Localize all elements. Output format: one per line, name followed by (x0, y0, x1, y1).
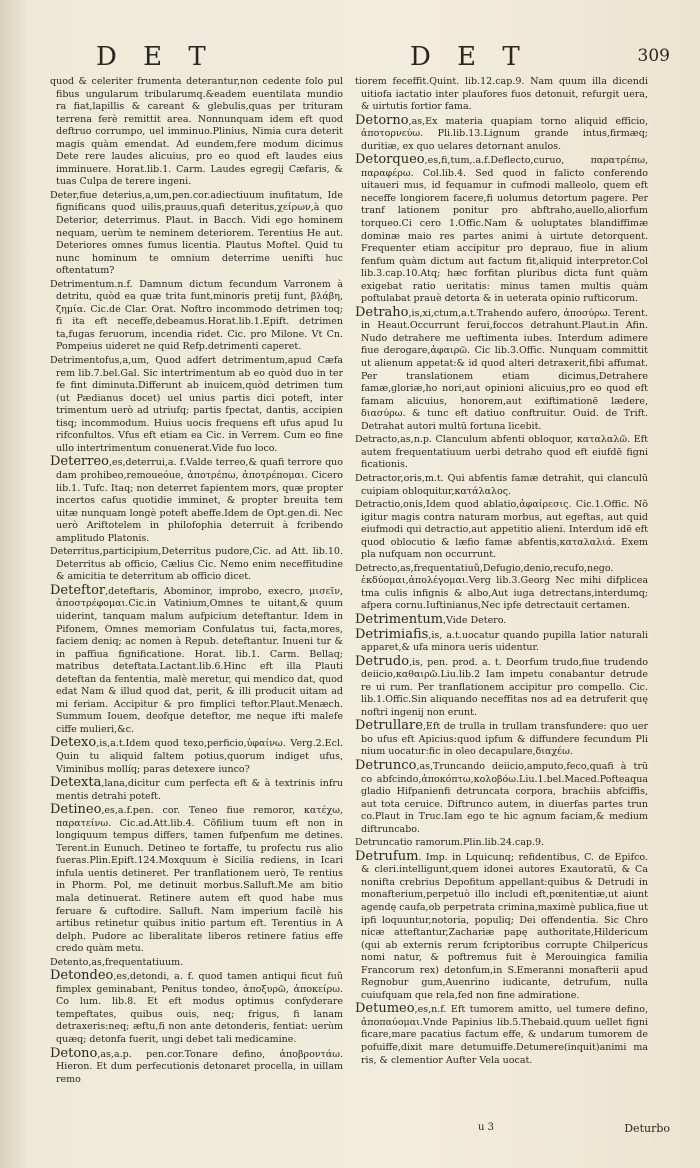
page-footer (380, 1122, 670, 1142)
entry-text: quod & celeriter frumenta deterantur,non cedente folo pul fibus ungularum tribularumq.&eadem euentilata mundio ra fiat,lapillis & careant & glebulis,quas per trituram terrena ferè remittit area. Nonnunquam idem eft quod deftruo corrumpo, uel imminuo.Plinius, Nimia cura deterit magis quàm emendat. Ad eundem,fere modum dicimus Dete rere laudes alicuius, pro eo quod eft laudes eius imminuere. Horat.lib.1. Carm. Laudes egregij Cæfaris, & tuas Culpa de terere ingeni. (50, 76, 343, 188)
right-column (355, 76, 648, 1116)
entry-headword: Detexta (50, 775, 102, 791)
dictionary-entry (355, 848, 648, 1003)
dictionary-entry (355, 757, 648, 836)
entry-text: Deter,fiue deterius,a,um,pen.cor.adiectiuum inufitatum, Ide fignificans quod uilis,prauus,quafi deteritus,χείρων,à quo Deterior, deterrimus. Plaut. in Bacch. Vidi ego hominem nequam, uerùm te neminem deteriorem. Terentius He aut. Deteriores omnes fumus licentia. Plautus Moftel. Quid tu nunc hominum te omnium deterrime uenifti huc oftentatum? (50, 189, 343, 277)
entry-headword: Deterreo (50, 454, 109, 470)
header-left-word: D E T (96, 42, 215, 72)
entry-text: ,es,fi,tum,.a.f.Deflecto,curuo, παρατρέπω, παραφέρω. Col.lib.4. Sed quod in falicto conferendo uitaueri mus, id fequamur in cufmodi malleolo, quem eft neceffe longiorem facere,fi uolumus detortum pagere. Per tranf lationem ponitur pro abftraho,auello,aliorfum torqueo.Ci cero 1.Offic.Nam & uoluptates blandiffimæ dominæ maio res partes animi à uirtute detorquent. Frequenter etiam accipitur pro deprauo, fiue in alium fenfum quàm dictum aut factum fit,aliquid interpretor.Col lib.3.cap.10.Atq; hæc forfitan pluribus dicta funt quàm exigebat ratio ueritatis: minus tamen multis quàm poftulabat prauè detorta & in ueterata opinio rufticorum. (361, 155, 648, 305)
dictionary-entry (50, 1045, 343, 1087)
entry-headword: Detrufum (355, 848, 419, 864)
dictionary-entry (50, 76, 343, 189)
entry-text: ,Vide Detero. (443, 614, 507, 626)
dictionary-entry (355, 1003, 648, 1067)
entry-headword: Detondeo (50, 968, 114, 984)
entry-headword: Deteftor (50, 582, 106, 598)
entry-text: Detrimentum.n.f. Damnum dictum fecundum Varronem à detritu, quòd ea quæ trita funt,minoris pretij funt, βλάβη, ζημία. Cic.de Clar. Orat. Noftro incommodo detrimen toq; fi ita eft neceffe,debeamus.Horat.lib.1.Epift. detrimen ta,fugas feruorum, incendia ridet. Cic. pro Milone. Vt Cn. Pompeius uideret ne quid Refp.detrimenti caperet. (50, 278, 343, 353)
entry-text: ,is, a.t.uocatur quando pupilla latior naturali apparet,& ufa minora ueris uidentur. (361, 629, 648, 654)
dictionary-entry (355, 653, 648, 720)
dictionary-entry (50, 190, 343, 278)
entry-text: . Imp. in Lquicunq; refidentibus, C. de Epifco. & cleri.intelligunt,quem idonei autores Exautoratū, & Ca nonifta crebrius Depofitum appellant:quibus & Detrudi in monafterium,perpetuò illo includi eft,pœnitentiæ,ut aiunt agendę caufa,ob perpetrata crimina,maximè publica,fiue ut ipfi loquuntur,notoria, populiq; Dei offendentia. Sic Chro nicæ atteftantur,Zachariæ papę authoritate,Hildericum (qui ab externis rerum fcriptoribus corrupte Chilpericus nomi natur, & poftremus fuit è Merouingica familia Francorum rex) detonfum,in S.Emeranni monafterii apud Regnobur gum,Auenrino iudicante, detrufum, nulla cuiufquam que rela,fed non fine admiratione. (361, 851, 648, 1001)
dictionary-entry (50, 279, 343, 354)
dictionary-entry (50, 546, 343, 584)
entry-headword: Detorqueo (355, 152, 425, 168)
left-column (50, 76, 343, 1116)
dictionary-entry (50, 970, 343, 1046)
entry-text: ,es,deterrui,a. f.Valde terreo,& quafi terrore quo dam prohibeo,remoueóue, ἀποτρέπω, ἀποτρέπομαι. Cicero lib.1. Tufc. Itaq; non deterret fapientem mors, quæ propter incertos cafus quotidie imminet, & propter breuita tem uitæ nunquam longè poteft abeffe.Idem de Opt.gen.di. Nec uerò Ariftotelem in philofophia deterruit à fcribendo amplitudo Platonis. (56, 457, 343, 544)
entry-headword: Detrimiafis (355, 626, 429, 642)
dictionary-entry (50, 777, 343, 803)
entry-text: Detento,as,frequentatiuum. (50, 956, 184, 968)
dictionary-entry (355, 304, 648, 433)
dictionary-entry (355, 626, 648, 655)
entry-text: ,as,a.p. pen.cor.Tonare defino, ἀποβροντάω. Hieron. Et dum perfecutionis detonaret procella, in uillam remo (56, 1048, 343, 1085)
dictionary-entry (50, 804, 343, 956)
dictionary-entry (355, 434, 648, 472)
signature-mark: u 3 (478, 1122, 494, 1133)
entry-text: ,es,n.f. Eft tumorem amitto, uel tumere defino, ἀποπαύομαι.Vnde Papinius lib.5.Thebaid.quum uellet figni ficare,mare pacatius factum effe, & undarum tumorem de pofuiffe,dixit mare detumuiffe.Detumere(inquit)animi ma ris, & clementior Aufter Vela uocat. (361, 1004, 648, 1066)
entry-text: Detrecto,as,frequentatiuũ,Defugio,denio,recufo,nego. ἐκδύομαι,ἀπολέγομαι.Verg lib.3.Georg Nec mihi difplicea tma culis infignis & albo,Aut iuga detrectans,interdumq; afpera cornu.Iuftinianus,Nec ipfe detrectauit certamen. (355, 562, 648, 612)
entry-text: Detractio,onis,Idem quod ablatio,ἀφαίρεσις. Cic.1.Offic. Nõ igitur magis contra naturam morbus, aut egeftas, aut quid eiufmodi qui detractio,aut appetitio alieni. Interdum idē eft quod oblocutio & læfio famæ abfentis,καταλαλιά. Exem pla nufquam non occurrunt. (355, 499, 648, 561)
entry-text: Detracto,as,n.p. Clanculum abfenti obloquor, καταλαλῶ. Eft autem frequentatiuum uerbi detraho quod eft eiufdē figni ficationis. (355, 434, 648, 471)
entry-headword: Detumeo (355, 1001, 415, 1017)
dictionary-entry (355, 499, 648, 562)
dictionary-entry (50, 582, 343, 737)
dictionary-entry (355, 720, 648, 759)
entry-text: ,is,a.t.Idem quod texo,perficio,ὑφαίνω. Verg.2.Ecl. Quin tu aliquid faltem potius,quorum indiget ufus, Viminibus mollíq; paras detexere iunco? (56, 738, 343, 775)
entry-headword: Detrudo (355, 653, 410, 669)
entry-text: ,lana,dicitur cum perfecta eft & à textrinis infru mentis detrahi poteft. (56, 778, 343, 802)
entry-headword: Detexo (50, 735, 97, 751)
entry-headword: Detrullare (355, 718, 423, 734)
entry-text: Detrimentofus,a,um, Quod adfert detrimentum,apud Cæfa rem lib.7.bel.Gal. Sic intertrimentum ab eo quòd duo in ter fe fint diminuta.Differunt ab inuicem,quòd detrimen tum (ut Pædianus docet) uel unius partis dici poteft, inter trimentum uerò ad utriufq; partis fpectat, dantis, accipien tisq; incommodum. Huius uocis frequens eft ufus apud Iu rifconfultos. Vfus eft etiam ea Cic. in Verrem. Cum eo fine ullo intertrimentum conuenerat.Vide fuo loco. (50, 355, 343, 454)
dictionary-entry (50, 456, 343, 545)
entry-text: ,is,xi,ctum,a.t.Trahendo aufero, ἀποσύρω. Terent. in Heaut.Occurrunt ferui,foccos detrahunt.Plaut.in Afin. Nudo detrahere me ueftimenta iubes. Interdum adimere fiue derogare,ἀφαιρῶ. Cic lib.3.Offic. Nunquam committit ut alienum appetat:& id quod alteri detraxerit,fibi affumat. Per translationem etiam dicimus,Detrahere famæ,gloriæ,ho nori,aut opinioni alicuius,pro eo quod eft famam alicuius, honorem,aut exiftimationē lædere, διασύρω. & tunc eft datiuo conftruitur. Ouid. de Trift. Detrahat autori multū fortuna licebit. (361, 307, 648, 432)
dictionary-entry (355, 76, 648, 114)
dictionary-entry (355, 563, 648, 613)
dictionary-entry (50, 355, 343, 455)
dictionary-entry (355, 611, 648, 628)
entry-text: ,is, pen. prod. a. t. Deorfum trudo,fiue trudendo deiicio,καθαιρῶ.Liu.lib.2 Iam impetu conabantur detrude re ui rum. Per tranflationem accipitur pro compello. Cic. lib.1.Offic.Sin aliquando neceffitas nos ad ea detruferit quę noftri ingenij non erunt. (361, 656, 648, 718)
entry-text: ,as,Truncando deiicio,amputo,feco,quafi à trū co abfcindo,ἀποκόπτω,κολοβόω.Liu.1.bel.Maced.Pofteaqua gladio Hifpanienfi detruncata corpora, brachiis abfciffis, aut tota ceruice. Diftrunco autem, in diuerfas partes trun co.Plaut in Truc.Iam ego te hic agnum faciam,& medium diftruncabo. (361, 760, 648, 835)
dictionary-entry (355, 112, 648, 154)
text-columns (50, 76, 668, 1116)
entry-text: tiorem feceffit.Quint. lib.12.cap.9. Nam quum illa dicendi uitiofa iactatio inter plaufores fuos detonuit, refurgit uera, & uirtutis fortior fama. (355, 76, 648, 113)
catchword: Deturbo (624, 1122, 670, 1135)
entry-headword: Detrimentum (355, 611, 444, 627)
entry-headword: Detono (50, 1045, 98, 1061)
running-header (40, 42, 670, 72)
entry-text: ,deteftaris, Abominor, improbo, execro, μισεῖν, ἀποστρέφομαι.Cic.in Vatinium,Omnes te uitant,& quum uiderint, tanquam malum aufpicium deteftantur. Idem in Pifonem, Omnes memoriam Confulatus tui, facta,mores, faciem deniq; ac nomen à Repub. deteftantur. Inueni tur & in paffiua fignificatione. Horat. lib.1. Carm. Bellaq; matribus deteftata.Lactant.lib.6.Hinc eft illa Plauti deteftan da fententia, malè meretur, qui mendico dat, quod edat Nam & illud quod dat, perit, & illi producit uitam ad mi feriam. Accipitur & pro fimplici teftor.Plaut.Menæch. Summum Iouem, deofque deteftor, me neque ifti malefe ciffe mulieri,&c. (56, 585, 343, 735)
dictionary-entry (355, 154, 648, 306)
entry-text: Detruncatio ramorum.Plin.lib.24.cap.9. (355, 837, 545, 849)
entry-text: ,Eft de trulla in trullam transfundere: quo uer bo ufus eft Apicius:quod ipfum & diffundere fecundum Pli nium uocatur:fic in oleo decapulare,διαχέω. (361, 721, 648, 758)
entry-text: ,es,detondi, a. f. quod tamen antiqui ficut fuũ fimplex geminabant, Penitus tondeo, ἀποξυρῶ, ἀποκείρω. Co lum. lib.8. Et eft modus optimus confyderare tempeftates, quibus ouis, neq; frigus, fi lanam detraxeris:neq; æftu,fi non ante detonderis, fentiat: uerùm quæq; detonfa fuerit, ungi debet tali medicamine. (56, 971, 343, 1046)
entry-headword: Detorno (355, 112, 409, 128)
dictionary-entry (50, 737, 343, 776)
entry-text: ,as,Ex materia quapiam torno aliquid efficio, ἀποτορνεύω. Pli.lib.13.Lignum grande intus,firmæq; duritiæ, ex quo uelares detornant anulos. (361, 115, 648, 152)
entry-headword: Detineo (50, 802, 102, 818)
entry-headword: Detrunco (355, 757, 417, 773)
entry-text: Detractor,oris,m.t. Qui abfentis famæ detrahit, qui clanculū cuipiam obloquitur,κατάλαλος. (355, 472, 648, 497)
entry-headword: Detraho (355, 304, 409, 320)
page-number: 309 (637, 46, 670, 66)
entry-text: ,es,a.f.pen. cor. Teneo fiue remoror, κατέχω, παρατείνω. Cic.ad.Att.lib.4. Cõfilium tuum eft non in longiquum tempus differs, tamen fufpenfum me detines. Terent.in Eunuch. Detineo te fortaffe, tu profectu rus alio fueras.Plin.Epift.124.Moxquum è Sicilia rediens, in Icari infula uentis detineret. Per tranflationem uerò, Te rentius in Phorm. Pol, me detinuit morbus.Salluft.Me am bitio mala detinuerat. Retinere autem eft quod habe mus feruare & cuftodire. Salluft. Nam imperium facilè his artibus retinetur quibus initio partum eft. Terentius in A delph. Pudore ac liberalitate liberos retinere fatius effe credo quàm metu. (56, 805, 343, 955)
entry-text: Deterritus,participium,Deterritus pudore,Cic. ad Att. lib.10. Deterritus ab officio, Cælius Cic. Nemo enim neceffitudine & amicitia te deterritum ab officio dicet. (50, 546, 343, 583)
header-right-word: D E T (410, 42, 529, 72)
dictionary-entry (355, 473, 648, 498)
